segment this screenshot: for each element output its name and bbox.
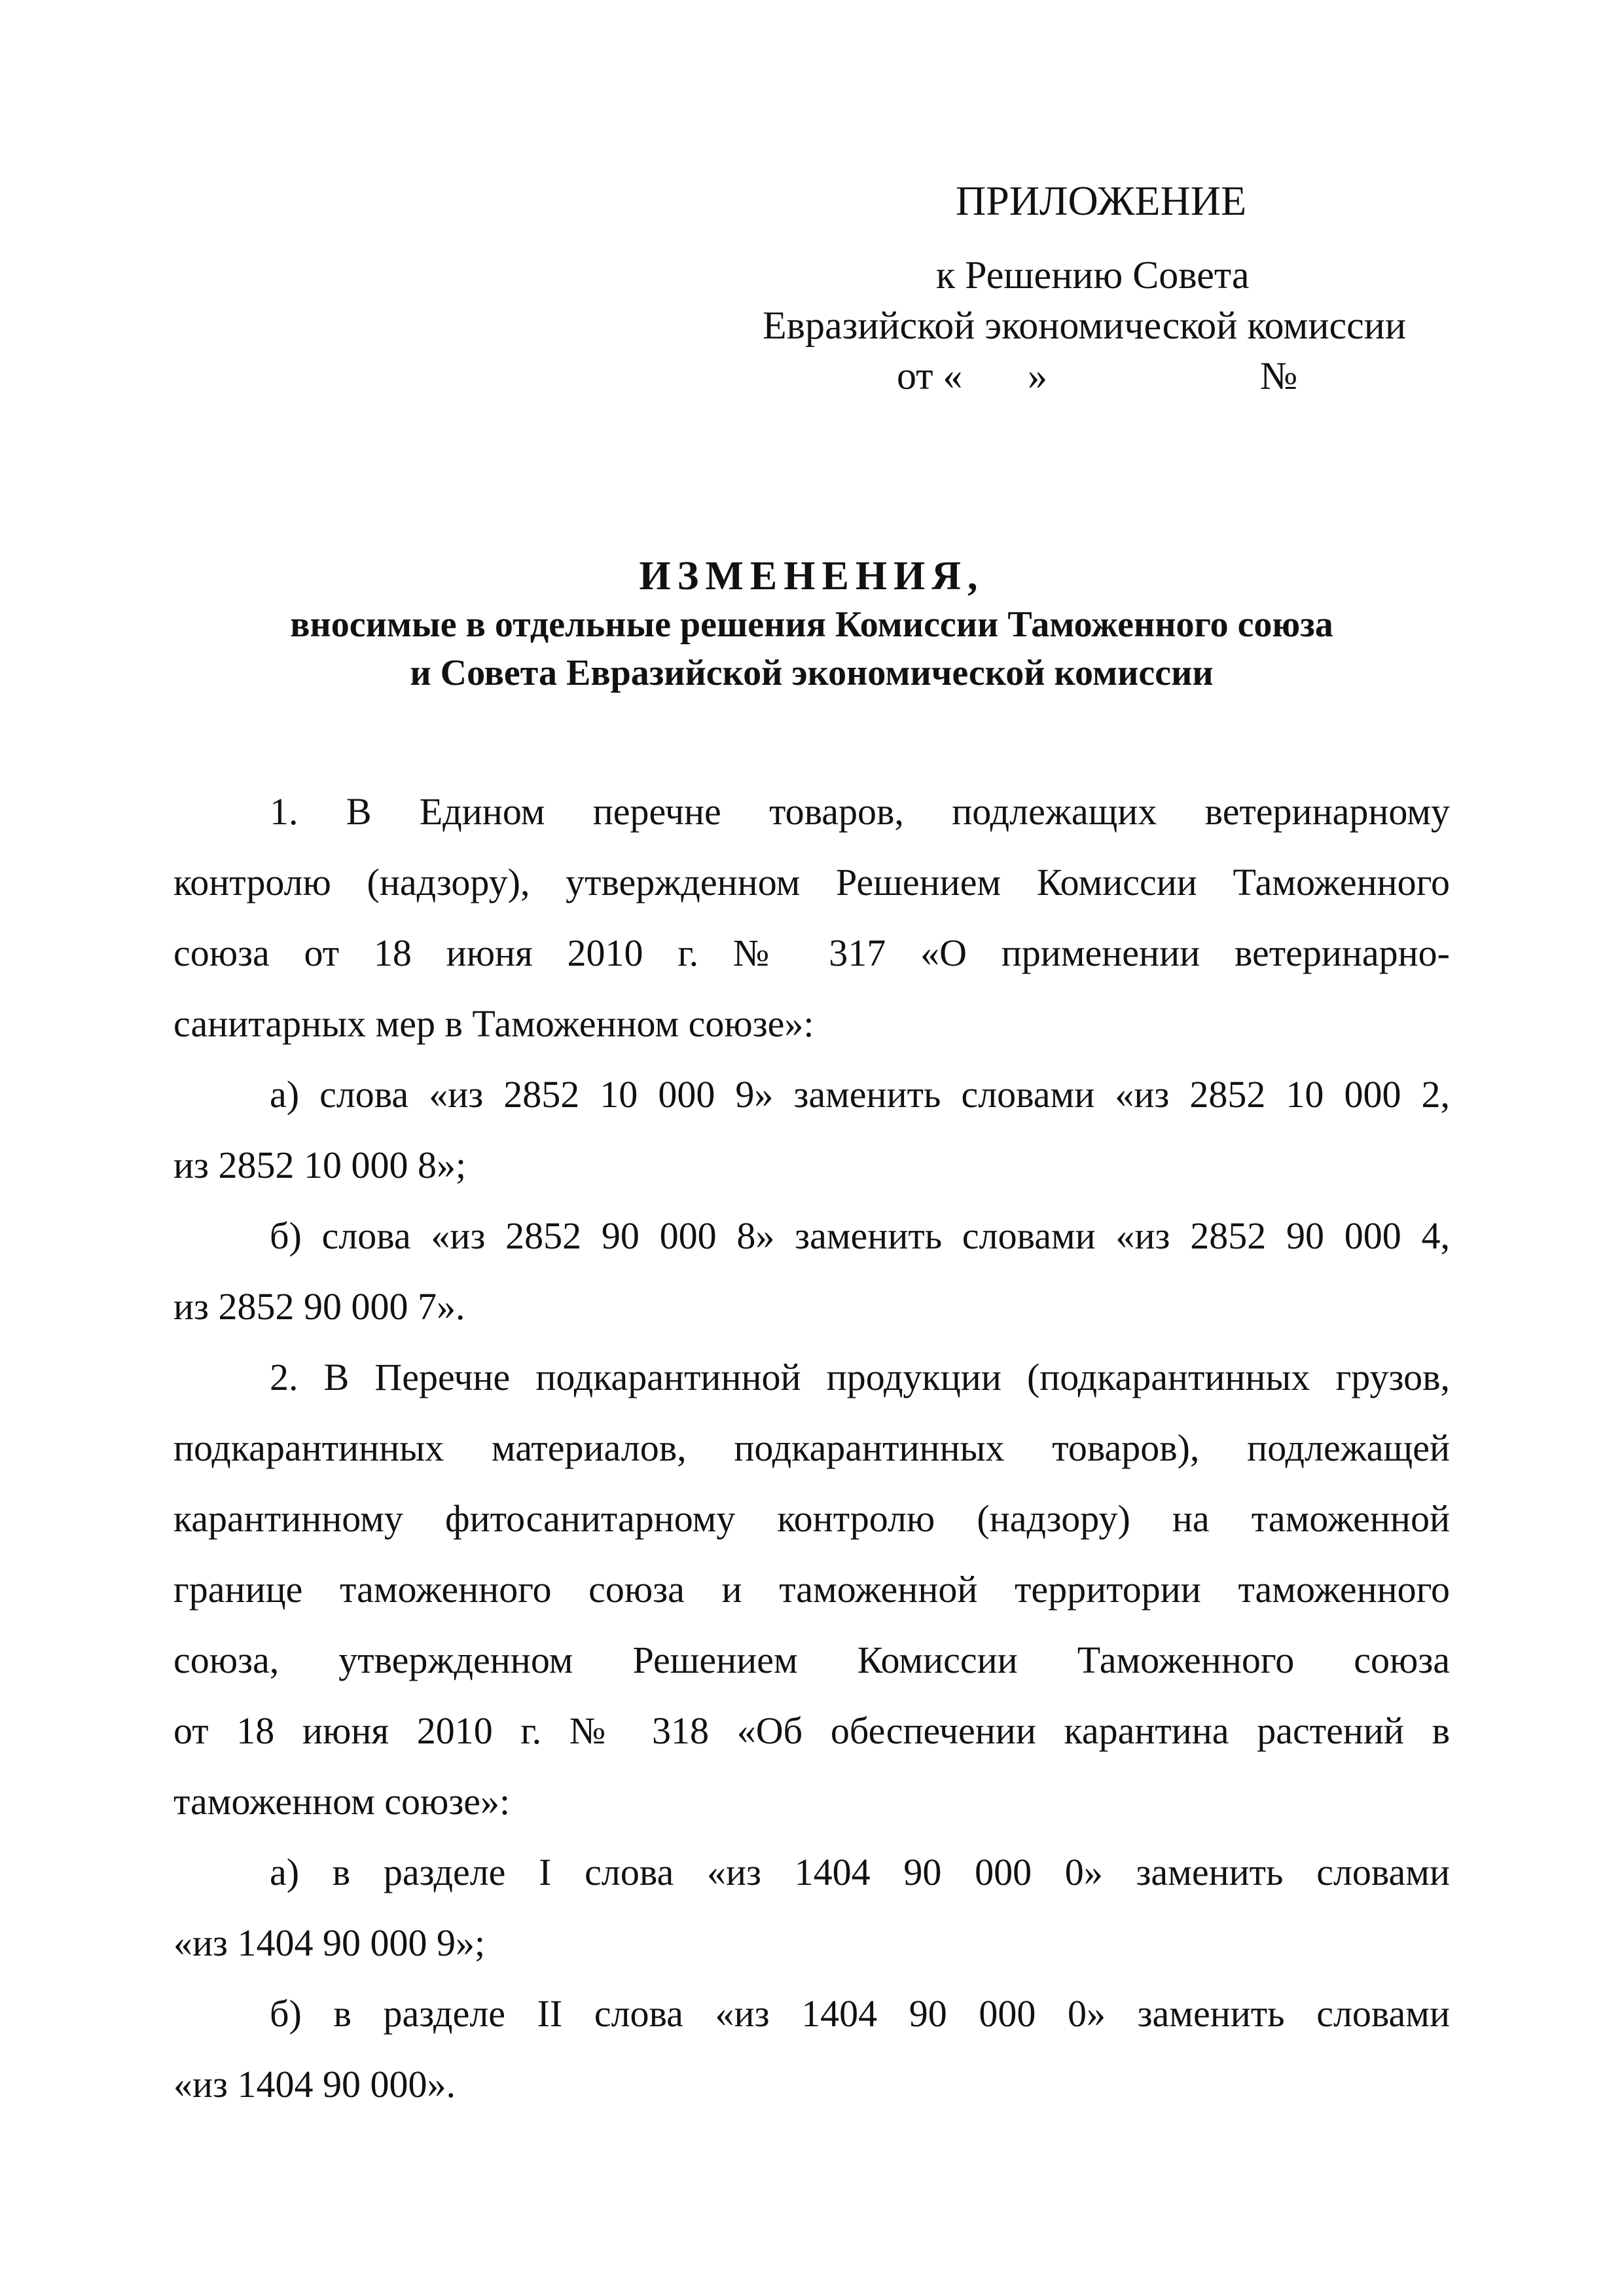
appendix-date-close: » (1028, 354, 1047, 397)
appendix-reference-line-2: Евразийской экономической комиссии (763, 304, 1406, 347)
appendix-title: ПРИЛОЖЕНИЕ (956, 177, 1247, 224)
body-line: из 2852 10 000 8»; (173, 1144, 467, 1186)
body-line: а) в разделе I слова «из 1404 90 000 0» заменить словами (270, 1851, 1450, 1893)
appendix-reference-line-1: к Решению Совета (936, 253, 1250, 297)
document-heading: ИЗМЕНЕНИЯ, (639, 554, 984, 598)
appendix-number-sign: № (1260, 354, 1298, 397)
body-line: 2. В Перечне подкарантинной продукции (подкарантинных грузов, (270, 1356, 1450, 1398)
document-subheading-line-2: и Совета Евразийской экономической комиссии (410, 653, 1214, 693)
body-line: союза от 18 июня 2010 г. № 317 «О применении ветеринарно- (173, 932, 1450, 974)
body-line: подкарантинных материалов, подкарантинных товаров), подлежащей (173, 1427, 1450, 1469)
body-line: а) слова «из 2852 10 000 9» заменить словами «из 2852 10 000 2, (270, 1073, 1450, 1116)
body-line: из 2852 90 000 7». (173, 1285, 465, 1328)
appendix-date-open: от « (897, 354, 963, 397)
body-line: 1. В Едином перечне товаров, подлежащих ветеринарному (270, 790, 1450, 833)
body-line: карантинному фитосанитарному контролю (надзору) на таможенной (173, 1497, 1450, 1540)
body-line: санитарных мер в Таможенном союзе»: (173, 1002, 814, 1045)
body-line: границе таможенного союза и таможенной территории таможенного (173, 1568, 1450, 1611)
body-line: таможенном союзе»: (173, 1780, 511, 1823)
body-line: союза, утвержденном Решением Комиссии Таможенного союза (173, 1639, 1450, 1681)
document-subheading-line-1: вносимые в отдельные решения Комиссии Таможенного союза (290, 604, 1333, 645)
body-line: б) слова «из 2852 90 000 8» заменить словами «из 2852 90 000 4, (270, 1214, 1450, 1257)
body-line: «из 1404 90 000 9»; (173, 1922, 486, 1964)
body-line: от 18 июня 2010 г. № 318 «Об обеспечении карантина растений в (173, 1709, 1450, 1752)
body-line: «из 1404 90 000». (173, 2063, 456, 2105)
body-line: контролю (надзору), утвержденном Решением Комиссии Таможенного (173, 861, 1450, 903)
body-line: б) в разделе II слова «из 1404 90 000 0» заменить словами (270, 1992, 1450, 2035)
